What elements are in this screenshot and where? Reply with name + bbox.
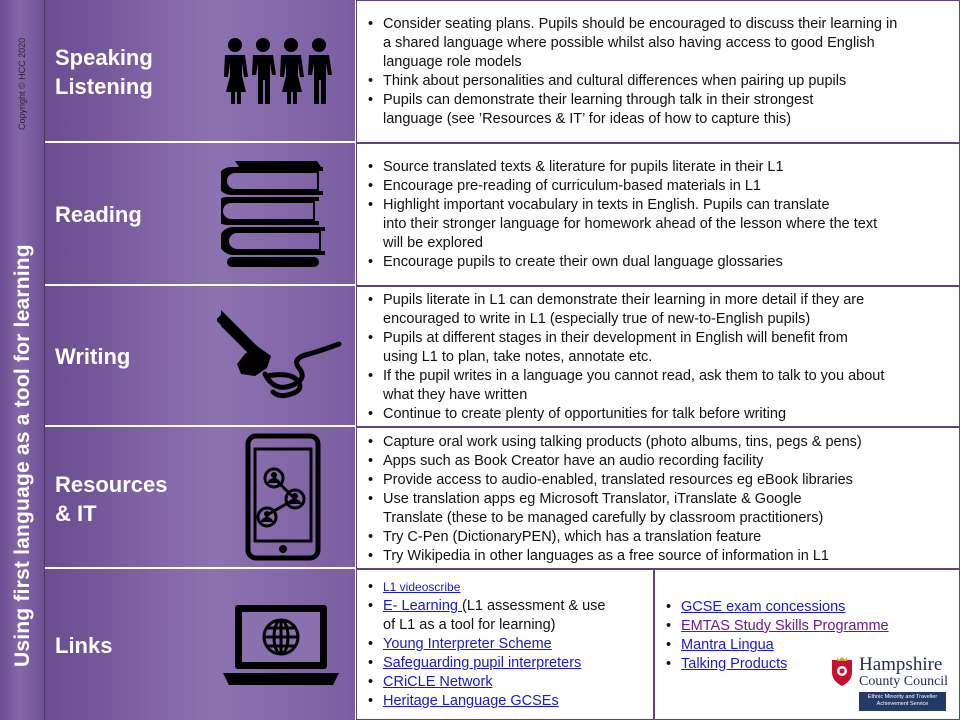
laptop-globe-icon <box>221 601 341 691</box>
section-title-line: Resources <box>55 472 168 497</box>
elearning-link[interactable]: E- Learning <box>383 598 462 614</box>
pen-nib-icon <box>217 306 352 401</box>
section-title: Links <box>55 633 113 658</box>
l1-videoscribe-link[interactable]: L1 videoscribe <box>383 580 461 594</box>
section-links <box>45 569 960 720</box>
section-title-line: Reading <box>55 202 142 227</box>
bullet-list <box>365 291 953 424</box>
section-title <box>55 43 153 101</box>
young-interpreter-link[interactable]: Young Interpreter Scheme <box>383 636 552 652</box>
talking-products-link[interactable]: Talking Products <box>681 656 788 672</box>
section-label-cell <box>45 427 355 569</box>
list-item: • Try C-Pen (DictionaryPEN), which has a translation feature <box>365 528 953 547</box>
list-item: • If the pupil writes in a language you cannot read, ask them to talk to you about what they have written <box>365 367 953 405</box>
book-stack-icon <box>221 157 326 271</box>
section-title-line: & IT <box>55 501 97 526</box>
emtas-study-skills-link[interactable]: EMTAS Study Skills Programme <box>681 618 889 634</box>
list-item <box>365 635 647 654</box>
section-content <box>356 286 960 427</box>
list-item: • Provide access to audio-enabled, translated resources eg eBook libraries <box>365 471 953 490</box>
elearning-description: (L1 assessment & use <box>462 598 606 614</box>
hampshire-logo <box>829 654 949 714</box>
list-item: • Try Wikipedia in other languages as a free source of information in L1 <box>365 547 953 566</box>
list-item: • Pupils at different stages in their development in English will benefit from using L1 to plan, take notes, annotate etc. <box>365 329 953 367</box>
section-title <box>55 200 142 229</box>
link-list-left <box>365 578 647 711</box>
tablet-network-icon <box>245 433 323 561</box>
links-panel-right <box>654 569 960 720</box>
section-title <box>55 342 130 371</box>
section-content <box>356 427 960 569</box>
logo-subtitle: County Council <box>859 674 949 689</box>
list-item <box>663 617 953 636</box>
bullet-list <box>365 433 953 566</box>
list-item: • Encourage pupils to create their own dual language glossaries <box>365 253 953 272</box>
list-item: • Pupils literate in L1 can demonstrate their learning in more detail if they are encouraged to write in L1 (especially true of new-to-English pupils) <box>365 291 953 329</box>
section-writing <box>45 286 960 427</box>
list-item: • Highlight important vocabulary in texts in English. Pupils can translate into their stronger language for homework ahead of the lesson where the text will be explored <box>365 196 953 253</box>
section-label-cell <box>45 0 355 143</box>
page-title: Using first language as a tool for learning <box>11 244 34 667</box>
section-title-line: Speaking <box>55 45 153 70</box>
list-item <box>365 597 647 635</box>
section-title-line: Listening <box>55 74 153 99</box>
list-item <box>365 673 647 692</box>
list-item: • Use translation apps eg Microsoft Translator, iTranslate & Google Translate (these to be managed carefully by classroom practitioners) <box>365 490 953 528</box>
heritage-gcse-link[interactable]: Heritage Language GCSEs <box>383 693 559 709</box>
list-item: • Pupils can demonstrate their learning through talk in their strongest language (see ’Resources & IT’ for ideas of how to capture this) <box>365 91 953 129</box>
list-item: • Capture oral work using talking products (photo albums, tins, pegs & pens) <box>365 433 953 452</box>
links-panel-left <box>356 569 654 720</box>
bullet-list <box>365 158 953 272</box>
section-content <box>356 0 960 143</box>
list-item <box>663 636 953 655</box>
cricle-network-link[interactable]: CRiCLE Network <box>383 674 493 690</box>
people-group-icon <box>221 36 336 104</box>
section-reading <box>45 143 960 286</box>
section-resources-it <box>45 427 960 569</box>
section-label-cell <box>45 286 355 427</box>
list-item <box>365 578 647 597</box>
list-item: • Consider seating plans. Pupils should be encouraged to discuss their learning in a shared language where possible whilst also having access to good English language role models <box>365 15 953 72</box>
logo-name: Hampshire <box>859 654 943 675</box>
list-item: • Encourage pre-reading of curriculum-based materials in L1 <box>365 177 953 196</box>
list-item: • Continue to create plenty of opportunities for talk before writing <box>365 405 953 424</box>
section-title <box>55 470 168 528</box>
section-label-cell <box>45 143 355 286</box>
list-item <box>663 598 953 617</box>
gcse-concessions-link[interactable]: GCSE exam concessions <box>681 599 846 615</box>
logo-service-line: Ethnic Minority and Traveller <box>867 694 938 700</box>
list-item: • Source translated texts & literature for pupils literate in their L1 <box>365 158 953 177</box>
bullet-list <box>365 15 953 129</box>
section-label-cell <box>45 569 355 720</box>
copyright-text: Copyright © HCC 2020 <box>17 37 27 130</box>
safeguarding-link[interactable]: Safeguarding pupil interpreters <box>383 655 582 671</box>
logo-service-badge <box>859 692 946 711</box>
section-title-line: Writing <box>55 344 131 369</box>
section-content <box>356 143 960 286</box>
elearning-description-line: of L1 as a tool for learning) <box>383 617 556 633</box>
sidebar <box>0 0 45 720</box>
crest-icon <box>829 656 855 688</box>
logo-service-line: Achievement Service <box>876 701 929 707</box>
list-item: • Apps such as Book Creator have an audio recording facility <box>365 452 953 471</box>
section-speaking-listening <box>45 0 960 143</box>
list-item <box>365 692 647 711</box>
list-item <box>365 654 647 673</box>
list-item: • Think about personalities and cultural differences when pairing up pupils <box>365 72 953 91</box>
mantra-lingua-link[interactable]: Mantra Lingua <box>681 637 774 653</box>
